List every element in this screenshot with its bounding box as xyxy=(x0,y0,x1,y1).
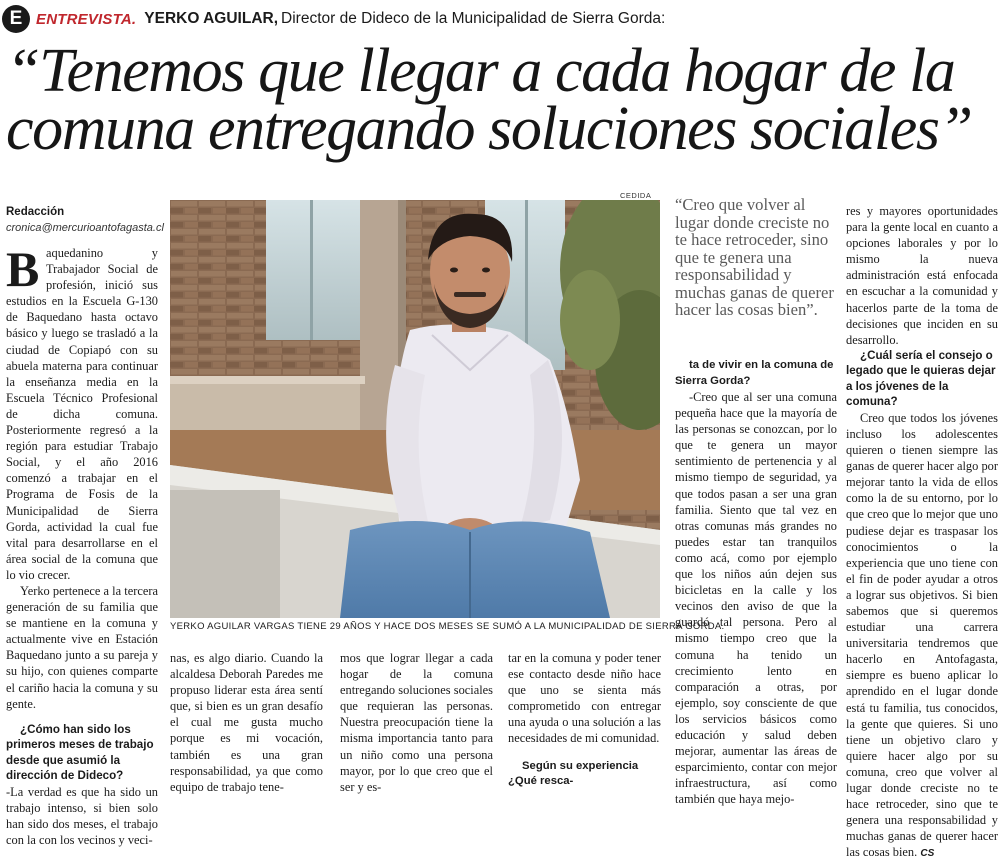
interview-question: ¿Cómo han sido los primeros meses de trabajo desde que asumió la dirección de Dideco? xyxy=(6,722,154,783)
photo-caption: YERKO AGUILAR VARGAS TIENE 29 AÑOS Y HACE DOS MESES SE SUMÓ A LA MUNICIPALIDAD DE SIERRA GORDA. xyxy=(170,621,725,632)
paragraph: mos que lograr llegar a cada hogar de la comuna entregando soluciones sociales que requieran las personas. Nuestra preocupación tiene la misma importancia tanto para un niño como una persona mayor, por lo que creo que el ser y es- xyxy=(340,651,493,794)
photo-credit: CEDIDA xyxy=(620,191,652,200)
drop-cap: B xyxy=(6,241,40,297)
section-badge: E xyxy=(2,5,30,33)
article-column-1 xyxy=(6,241,158,848)
byline-author: Redacción xyxy=(6,206,65,218)
interview-question-continued: ta de vivir en la comuna de Sierra Gorda? xyxy=(675,359,834,387)
article-column-6 xyxy=(846,203,998,862)
section-label: ENTREVISTA. xyxy=(36,10,137,28)
lead-paragraph xyxy=(6,241,158,583)
lead-paragraph-text: aquedanino y Trabajador Social de profesión, inició sus estudios en la Escuela G-130 de Baquedano hasta octavo básico y luego se trasladó a la ciudad de Copiapó con su abuela materna para continuar la enseñanza media en la Escuela Técnico Profesional de dicha comuna. Posteriormente regresó a la región para estudiar Trabajo Social, y el año 2016 comenzó a trabajar en el Programa de Fosis de la Municipalidad de Sierra Gorda, actividad la cual fue vital para desarrollarse en el área social de la comuna que lo vio crecer. xyxy=(6,246,158,582)
interviewee-role: Director de Dideco de la Municipalidad de Sierra Gorda: xyxy=(281,10,666,27)
interview-question: Según su experiencia ¿Qué resca- xyxy=(508,759,639,788)
paragraph: res y mayores oportunidades para la gente local en cuanto a opciones laborales y por lo mismo la nueva administración está enfocada en escuchar a la comunidad y hacerlos parte de la toma de decisiones que inciden en su desarrollo. xyxy=(846,204,998,347)
byline-email[interactable]: cronica@mercurioantofagasta.cl xyxy=(6,222,164,234)
headline-line-2: comuna entregando soluciones sociales” xyxy=(6,95,972,163)
article-kicker xyxy=(2,4,992,34)
article-column-2 xyxy=(170,650,323,795)
paragraph: -Creo que al ser una comuna pequeña hace que la mayoría de las personas se conozcan, por lo que te genera un mayor sentimiento de pertenencia y al mismo tiempo de seguridad, ya que todos pasan a ser una gran familia. Siento que tal vez en otras comunas más grandes no puedes estar tan tranquilos como acá, como por ejemplo que los niños aún dejen sus bicicletas en la calle y los vecinos den aviso de que la guardó tal persona. Pero al mismo tiempo creo que la comuna ha tenido un crecimiento lento en comparación a otras, por ejemplo, soy consciente de que los servicios básicos como educación y salud deben mejorar, aumentar las áreas de esparcimiento, contar con mejor infraestructura, así como también que haya mejo- xyxy=(675,390,837,807)
paragraph xyxy=(846,410,998,862)
paragraph: nas, es algo diario. Cuando la alcaldesa Deborah Paredes me propuso liderar esta área sentí que, si bien es un gran desafío el cual me gusta mucho porque es mi vocación, también es una gran responsabilidad, ya que como equipo de trabajo tene- xyxy=(170,651,323,794)
end-mark: CS xyxy=(920,848,935,860)
interviewee-name: YERKO AGUILAR, xyxy=(144,10,279,27)
headline-line-1: “Tenemos que llegar a cada hogar de la xyxy=(6,37,955,105)
headline xyxy=(6,37,996,163)
pull-quote: “Creo que volver al lugar donde creciste no te hace retroceder, sino que te genera una responsabilidad y muchas ganas de querer hacer las cosas bien”. xyxy=(675,195,834,319)
paragraph: -La verdad es que ha sido un trabajo intenso, si bien solo han sido dos meses, el trabajo con la con los vecinos y veci- xyxy=(6,784,158,847)
article-column-3 xyxy=(340,650,493,795)
article-column-5 xyxy=(675,358,837,807)
paragraph-text: Creo que todos los jóvenes incluso los adolescentes quieren o tienen siempre las ganas de querer hacer algo por mejorar tanto la vida de ellos como la de su entorno, por lo que creo que lo mejor que uno pudiese dejar es traspasar los conocimientos o la experiencia que uno tiene con el fin de poder ayudar a otros a lograr sus objetivos. Si bien sabemos que si queremos estudiar una carrera universitaria tendremos que hacerlo en Antofagasta, siempre es bueno aplicar lo aprendido en el lugar donde está tu familia, tus conocidos, la gente que quieres. Si uno tiene un objetivo claro y quiere hacer algo por su comuna, creo que volver al lugar donde creciste no te hace retroceder, sino que te genera una responsabilidad y muchas ganas de querer hacer las cosas bien. xyxy=(846,410,998,860)
paragraph: tar en la comuna y poder tener ese contacto desde niño hace que uno se sienta más comprometido con entregar una ayuda o una solución a las necesidades de mi comunidad. xyxy=(508,651,661,746)
portrait-illustration xyxy=(170,200,660,618)
portrait-photo xyxy=(170,200,660,618)
interview-question: ¿Cuál sería el consejo o legado que le quieras dejar a los jóvenes de la comuna? xyxy=(846,348,996,409)
article-column-4 xyxy=(508,650,661,790)
paragraph: Yerko pertenece a la tercera generación de su familia que se mantiene en la comuna y actualmente vive en Estación Baquedano junto a su pareja y su hijo, con quienes comparte el cariño hacia la comuna y su gente. xyxy=(6,583,158,711)
